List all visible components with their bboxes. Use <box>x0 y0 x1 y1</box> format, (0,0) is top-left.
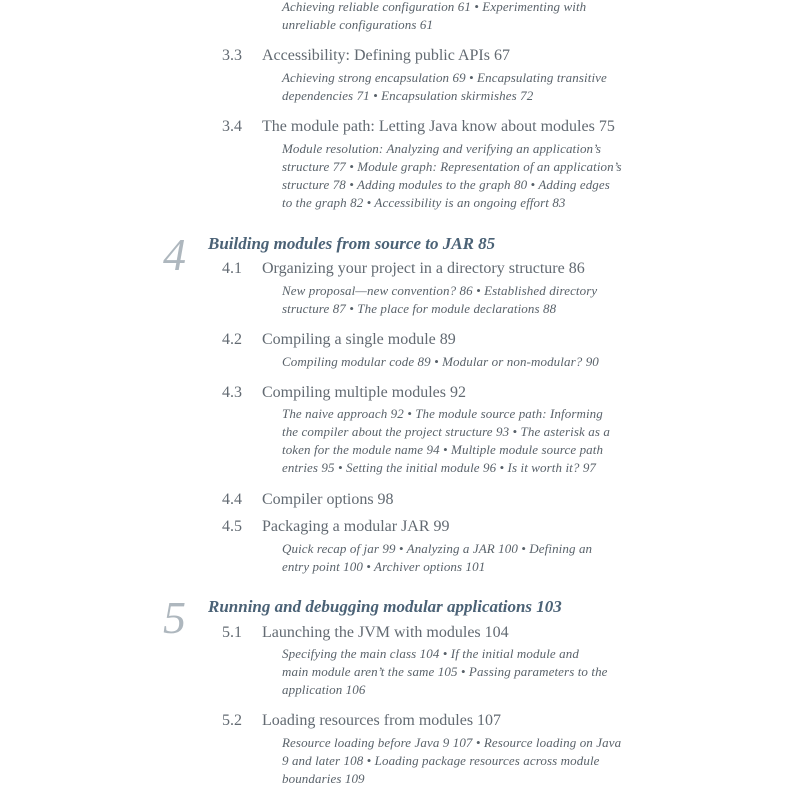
subentry-line: Achieving reliable configuration 61 • Experimenting with <box>282 0 587 14</box>
subentry-line: unreliable configurations 61 <box>282 17 434 32</box>
section-number: 5.1 <box>222 624 242 641</box>
subentry-line: Resource loading before Java 9 107 • Resource loading on Java <box>282 735 622 750</box>
section-number: 4.1 <box>222 260 242 277</box>
chapter-title: Building modules from source to JAR 85 <box>208 234 496 253</box>
section-number: 4.3 <box>222 384 242 401</box>
subentry-line: structure 78 • Adding modules to the graph 80 • Adding edges <box>282 177 610 192</box>
subentry-line: Quick recap of jar 99 • Analyzing a JAR 100 • Defining an <box>282 541 593 556</box>
section-title: Compiler options 98 <box>262 491 394 508</box>
subentry-line: dependencies 71 • Encapsulation skirmishes 72 <box>282 88 534 103</box>
chapter-number: 4 <box>163 229 186 280</box>
section-title: Launching the JVM with modules 104 <box>262 624 509 641</box>
subentry-line: token for the module name 94 • Multiple module source path <box>282 442 604 457</box>
subentry-line: application 106 <box>282 682 366 697</box>
subentry-line: to the graph 82 • Accessibility is an ongoing effort 83 <box>282 195 566 210</box>
section-title: Compiling multiple modules 92 <box>262 384 466 401</box>
chapter-title: Running and debugging modular applications 103 <box>208 597 562 616</box>
subentry-line: New proposal—new convention? 86 • Established directory <box>282 283 598 298</box>
section-number: 4.5 <box>222 518 242 535</box>
section-number: 5.2 <box>222 712 242 729</box>
section-title: Organizing your project in a directory structure 86 <box>262 260 585 277</box>
subentry-line: The naive approach 92 • The module source path: Informing <box>282 406 603 421</box>
section-title: Accessibility: Defining public APIs 67 <box>262 47 510 64</box>
subentry-line: entries 95 • Setting the initial module 96 • Is it worth it? 97 <box>282 460 597 475</box>
subentry-line: the compiler about the project structure 93 • The asterisk as a <box>282 424 610 439</box>
section-title: Compiling a single module 89 <box>262 331 456 348</box>
subentry-line: Compiling modular code 89 • Modular or non-modular? 90 <box>282 354 599 369</box>
subentry-line: Achieving strong encapsulation 69 • Encapsulating transitive <box>282 70 607 85</box>
subentry-line: Specifying the main class 104 • If the initial module and <box>282 646 579 661</box>
section-number: 3.4 <box>222 118 242 135</box>
section-number: 4.4 <box>222 491 242 508</box>
subentry-line: main module aren’t the same 105 • Passing parameters to the <box>282 664 608 679</box>
section-title: Packaging a modular JAR 99 <box>262 518 450 535</box>
subentry-line: structure 77 • Module graph: Representation of an application’s <box>282 159 622 174</box>
subentry-line: structure 87 • The place for module declarations 88 <box>282 301 557 316</box>
section-number: 4.2 <box>222 331 242 348</box>
chapter-number: 5 <box>163 592 186 643</box>
subentry-line: boundaries 109 <box>282 771 365 786</box>
subentry-line: entry point 100 • Archiver options 101 <box>282 559 486 574</box>
section-title: The module path: Letting Java know about modules 75 <box>262 118 615 135</box>
subentry-line: 9 and later 108 • Loading package resources across module <box>282 753 600 768</box>
section-number: 3.3 <box>222 47 242 64</box>
subentry-line: Module resolution: Analyzing and verifying an application’s <box>282 141 602 156</box>
section-title: Loading resources from modules 107 <box>262 712 502 729</box>
